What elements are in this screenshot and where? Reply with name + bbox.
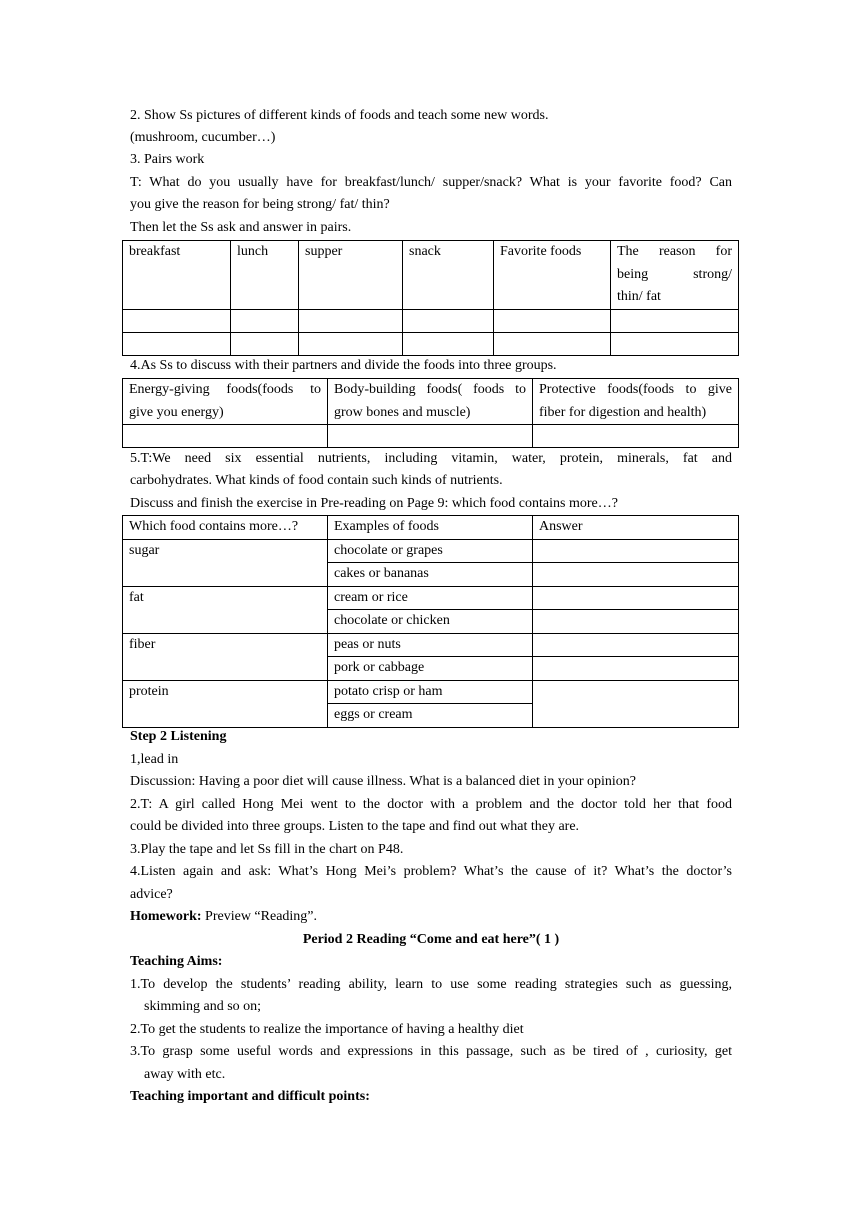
- blank-cell: [403, 309, 494, 332]
- header-answer: Answer: [533, 516, 739, 540]
- blank-cell: [328, 425, 533, 448]
- text-line: 3.Play the tape and let Ss fill in the chart on P48.: [130, 842, 404, 857]
- example-cell: peas or nuts: [328, 633, 533, 657]
- blank-cell: [123, 309, 231, 332]
- text-line: you give the reason for being strong/ fat/ thin?: [130, 197, 390, 212]
- blank-cell: [494, 309, 611, 332]
- homework-label: Homework:: [130, 909, 202, 924]
- text-line: could be divided into three groups. Listen to the tape and find out what they are.: [130, 819, 580, 834]
- blank-cell: [231, 309, 299, 332]
- nutrient-sugar: sugar: [123, 539, 328, 586]
- blank-cell: [299, 309, 403, 332]
- text-line: away with etc.: [144, 1067, 226, 1082]
- text-line: skimming and so on;: [144, 999, 262, 1014]
- example-cell: cakes or bananas: [328, 563, 533, 587]
- text-line: (mushroom, cucumber…): [130, 130, 276, 145]
- blank-cell: [533, 425, 739, 448]
- text-line: Discuss and finish the exercise in Pre-reading on Page 9: which food contains more…?: [130, 496, 618, 511]
- header-examples: Examples of foods: [328, 516, 533, 540]
- blank-cell: [494, 332, 611, 355]
- homework-text: Preview “Reading”.: [201, 909, 318, 924]
- example-cell: pork or cabbage: [328, 657, 533, 681]
- meals-table: [122, 240, 739, 356]
- blank-cell: [123, 425, 328, 448]
- blank-cell: [231, 332, 299, 355]
- blank-cell: [123, 332, 231, 355]
- example-cell: cream or rice: [328, 586, 533, 610]
- blank-cell: [403, 332, 494, 355]
- text-line: 2.To get the students to realize the importance of having a healthy diet: [130, 1022, 524, 1037]
- text-line: 2. Show Ss pictures of different kinds of foods and teach some new words.: [130, 108, 549, 123]
- nutrient-fiber: fiber: [123, 633, 328, 680]
- example-cell: potato crisp or ham: [328, 680, 533, 704]
- header-reason: The reason for being strong/ thin/ fat: [611, 241, 739, 310]
- energy-giving-foods: Energy-giving foods(foods to give you energy): [123, 379, 328, 425]
- nutrient-protein: protein: [123, 680, 328, 727]
- answer-cell: [533, 563, 739, 587]
- text-line: Discussion: Having a poor diet will cause illness. What is a balanced diet in your opinion?: [130, 774, 636, 789]
- text-line: Then let the Ss ask and answer in pairs.: [130, 220, 352, 235]
- text-line: 4.Listen again and ask: What’s Hong Mei’s problem? What’s the cause of it? What’s the doctor’s: [130, 864, 732, 879]
- text-line: 2.T: A girl called Hong Mei went to the doctor with a problem and the doctor told her that food: [130, 797, 732, 812]
- answer-cell: [533, 680, 739, 727]
- header-favorite-foods: Favorite foods: [494, 241, 611, 310]
- text-line: T: What do you usually have for breakfast/lunch/ supper/snack? What is your favorite food? Can: [130, 175, 732, 190]
- homework-line: [130, 906, 732, 929]
- section-heading: Step 2 Listening: [130, 729, 227, 744]
- section-heading: Teaching important and difficult points:: [130, 1089, 370, 1104]
- header-snack: snack: [403, 241, 494, 310]
- answer-cell: [533, 586, 739, 610]
- answer-cell: [533, 610, 739, 634]
- example-cell: chocolate or grapes: [328, 539, 533, 563]
- text-line: advice?: [130, 887, 173, 902]
- period-title: Period 2 Reading “Come and eat here”( 1 ): [302, 932, 560, 947]
- answer-cell: [533, 539, 739, 563]
- header-supper: supper: [299, 241, 403, 310]
- answer-cell: [533, 633, 739, 657]
- nutrients-table: [122, 515, 739, 728]
- section-heading: Teaching Aims:: [130, 954, 223, 969]
- text-line: 1.To develop the students’ reading ability, learn to use some reading strategies such as guessing,: [130, 977, 732, 992]
- nutrient-fat: fat: [123, 586, 328, 633]
- example-cell: chocolate or chicken: [328, 610, 533, 634]
- answer-cell: [533, 657, 739, 681]
- header-breakfast: breakfast: [123, 241, 231, 310]
- text-line: 4.As Ss to discuss with their partners and divide the foods into three groups.: [130, 358, 557, 373]
- blank-cell: [611, 332, 739, 355]
- text-line: 1,lead in: [130, 752, 179, 767]
- example-cell: eggs or cream: [328, 704, 533, 728]
- body-building-foods: Body-building foods( foods to grow bones and muscle): [328, 379, 533, 425]
- protective-foods: Protective foods(foods to give fiber for digestion and health): [533, 379, 739, 425]
- header-which-food: Which food contains more…?: [123, 516, 328, 540]
- blank-cell: [299, 332, 403, 355]
- header-lunch: lunch: [231, 241, 299, 310]
- text-line: 3. Pairs work: [130, 152, 205, 167]
- food-groups-table: [122, 378, 739, 448]
- blank-cell: [611, 309, 739, 332]
- text-line: 5.T:We need six essential nutrients, including vitamin, water, protein, minerals, fat and: [130, 451, 732, 466]
- text-line: carbohydrates. What kinds of food contain such kinds of nutrients.: [130, 473, 503, 488]
- text-line: 3.To grasp some useful words and expressions in this passage, such as be tired of , curiosity, get: [130, 1044, 732, 1059]
